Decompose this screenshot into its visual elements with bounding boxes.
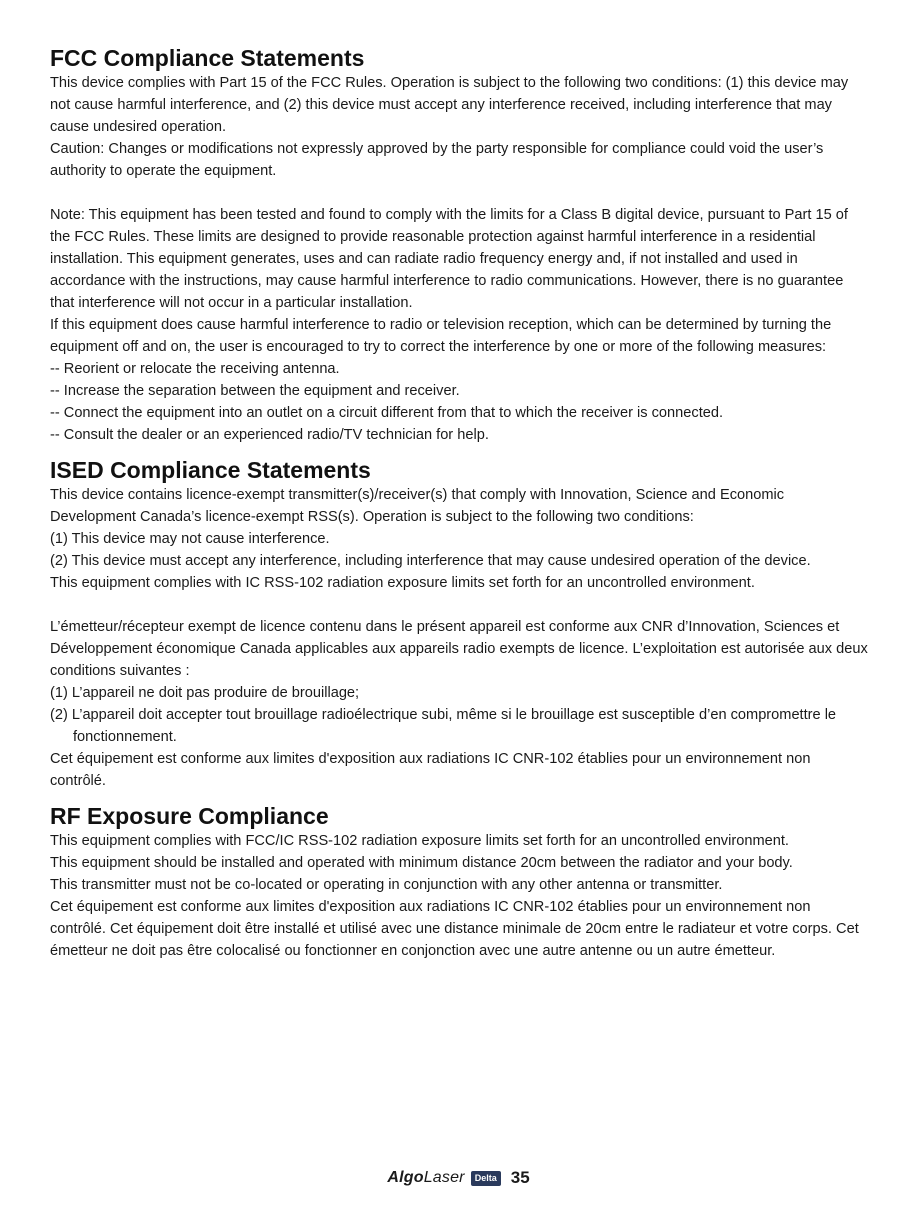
ised-condition-1: (1) This device may not cause interference.	[50, 531, 330, 547]
brand-logo	[387, 1169, 464, 1187]
fcc-measure-item: -- Connect the equipment into an outlet on a circuit different from that to which the receiver is connected.	[50, 405, 724, 421]
footer-brand-group	[387, 1168, 529, 1188]
page-footer	[0, 1168, 907, 1192]
brand-logo-bold: Algo	[387, 1169, 424, 1186]
page-number: 35	[510, 1168, 530, 1187]
rf-line-3: This transmitter must not be co-located or operating in conjunction with any other antenna or transmitter.	[50, 877, 723, 893]
spacer	[50, 792, 870, 802]
spacer	[50, 594, 870, 616]
fcc-paragraph-interference: If this equipment does cause harmful interference to radio or television reception, which can be determined by turning the equipment off and on, the user is encouraged to try to correct the interference by one or more of the following measures:	[50, 317, 832, 355]
rf-line-1: This equipment complies with FCC/IC RSS-102 radiation exposure limits set forth for an uncontrolled environment.	[50, 833, 789, 849]
rf-heading: RF Exposure Compliance	[50, 803, 329, 829]
ised-fr-paragraph-intro: L’émetteur/récepteur exempt de licence contenu dans le présent appareil est conforme aux CNR d’Innovation, Sciences et Développement économique Canada applicables aux appareils radio exempts de licence. L’exploitation est autorisée aux deux conditions suivantes :	[50, 619, 868, 679]
brand-badge: Delta	[471, 1171, 501, 1186]
fcc-heading: FCC Compliance Statements	[50, 45, 365, 71]
rf-line-2: This equipment should be installed and operated with minimum distance 20cm between the radiator and your body.	[50, 855, 793, 871]
ised-fr-condition-2: (2) L’appareil doit accepter tout brouillage radioélectrique subi, même si le brouillage est susceptible d’en compromettre le fonctionnement.	[50, 707, 837, 745]
ised-condition-2: (2) This device must accept any interference, including interference that may cause undesired operation of the device.	[50, 553, 811, 569]
fcc-paragraph-caution: Caution: Changes or modifications not expressly approved by the party responsible for compliance could void the user’s authority to operate the equipment.	[50, 141, 824, 179]
fcc-paragraph-note: Note: This equipment has been tested and found to comply with the limits for a Class B digital device, pursuant to Part 15 of the FCC Rules. These limits are designed to provide reasonable protection against harmful interference in a residential installation. This equipment generates, uses and can radiate radio frequency energy and, if not installed and used in accordance with the instructions, may cause harmful interference to radio communications. However, there is no guarantee that interference will not occur in a particular installation.	[50, 207, 848, 311]
spacer	[50, 446, 870, 456]
brand-logo-light: Laser	[423, 1169, 465, 1186]
document-page	[50, 44, 870, 962]
fcc-measure-item: -- Increase the separation between the equipment and receiver.	[50, 383, 460, 399]
ised-paragraph-exposure: This equipment complies with IC RSS-102 radiation exposure limits set forth for an uncontrolled environment.	[50, 575, 755, 591]
ised-heading: ISED Compliance Statements	[50, 457, 371, 483]
fcc-measure-item: -- Reorient or relocate the receiving antenna.	[50, 361, 340, 377]
rf-fr-paragraph: Cet équipement est conforme aux limites d'exposition aux radiations IC CNR-102 établies pour un environnement non contrôlé. Cet équipement doit être installé et utilisé avec une distance minimale de 20cm entre le radiateur et votre corps. Cet émetteur ne doit pas être colocalisé ou fonctionner en conjonction avec une autre antenne ou un autre émetteur.	[50, 899, 859, 959]
ised-paragraph-intro: This device contains licence-exempt transmitter(s)/receiver(s) that comply with Innovation, Science and Economic Development Canada’s licence-exempt RSS(s). Operation is subject to the following two conditions:	[50, 487, 785, 525]
fcc-paragraph-conditions: This device complies with Part 15 of the FCC Rules. Operation is subject to the following two conditions: (1) this device may not cause harmful interference, and (2) this device must accept any interference received, including interference that may cause undesired operation.	[50, 75, 849, 135]
fcc-measure-item: -- Consult the dealer or an experienced radio/TV technician for help.	[50, 427, 489, 443]
ised-fr-paragraph-exposure: Cet équipement est conforme aux limites d'exposition aux radiations IC CNR-102 établies pour un environnement non contrôlé.	[50, 751, 811, 789]
ised-fr-condition-1: (1) L’appareil ne doit pas produire de brouillage;	[50, 685, 360, 701]
spacer	[50, 182, 870, 204]
